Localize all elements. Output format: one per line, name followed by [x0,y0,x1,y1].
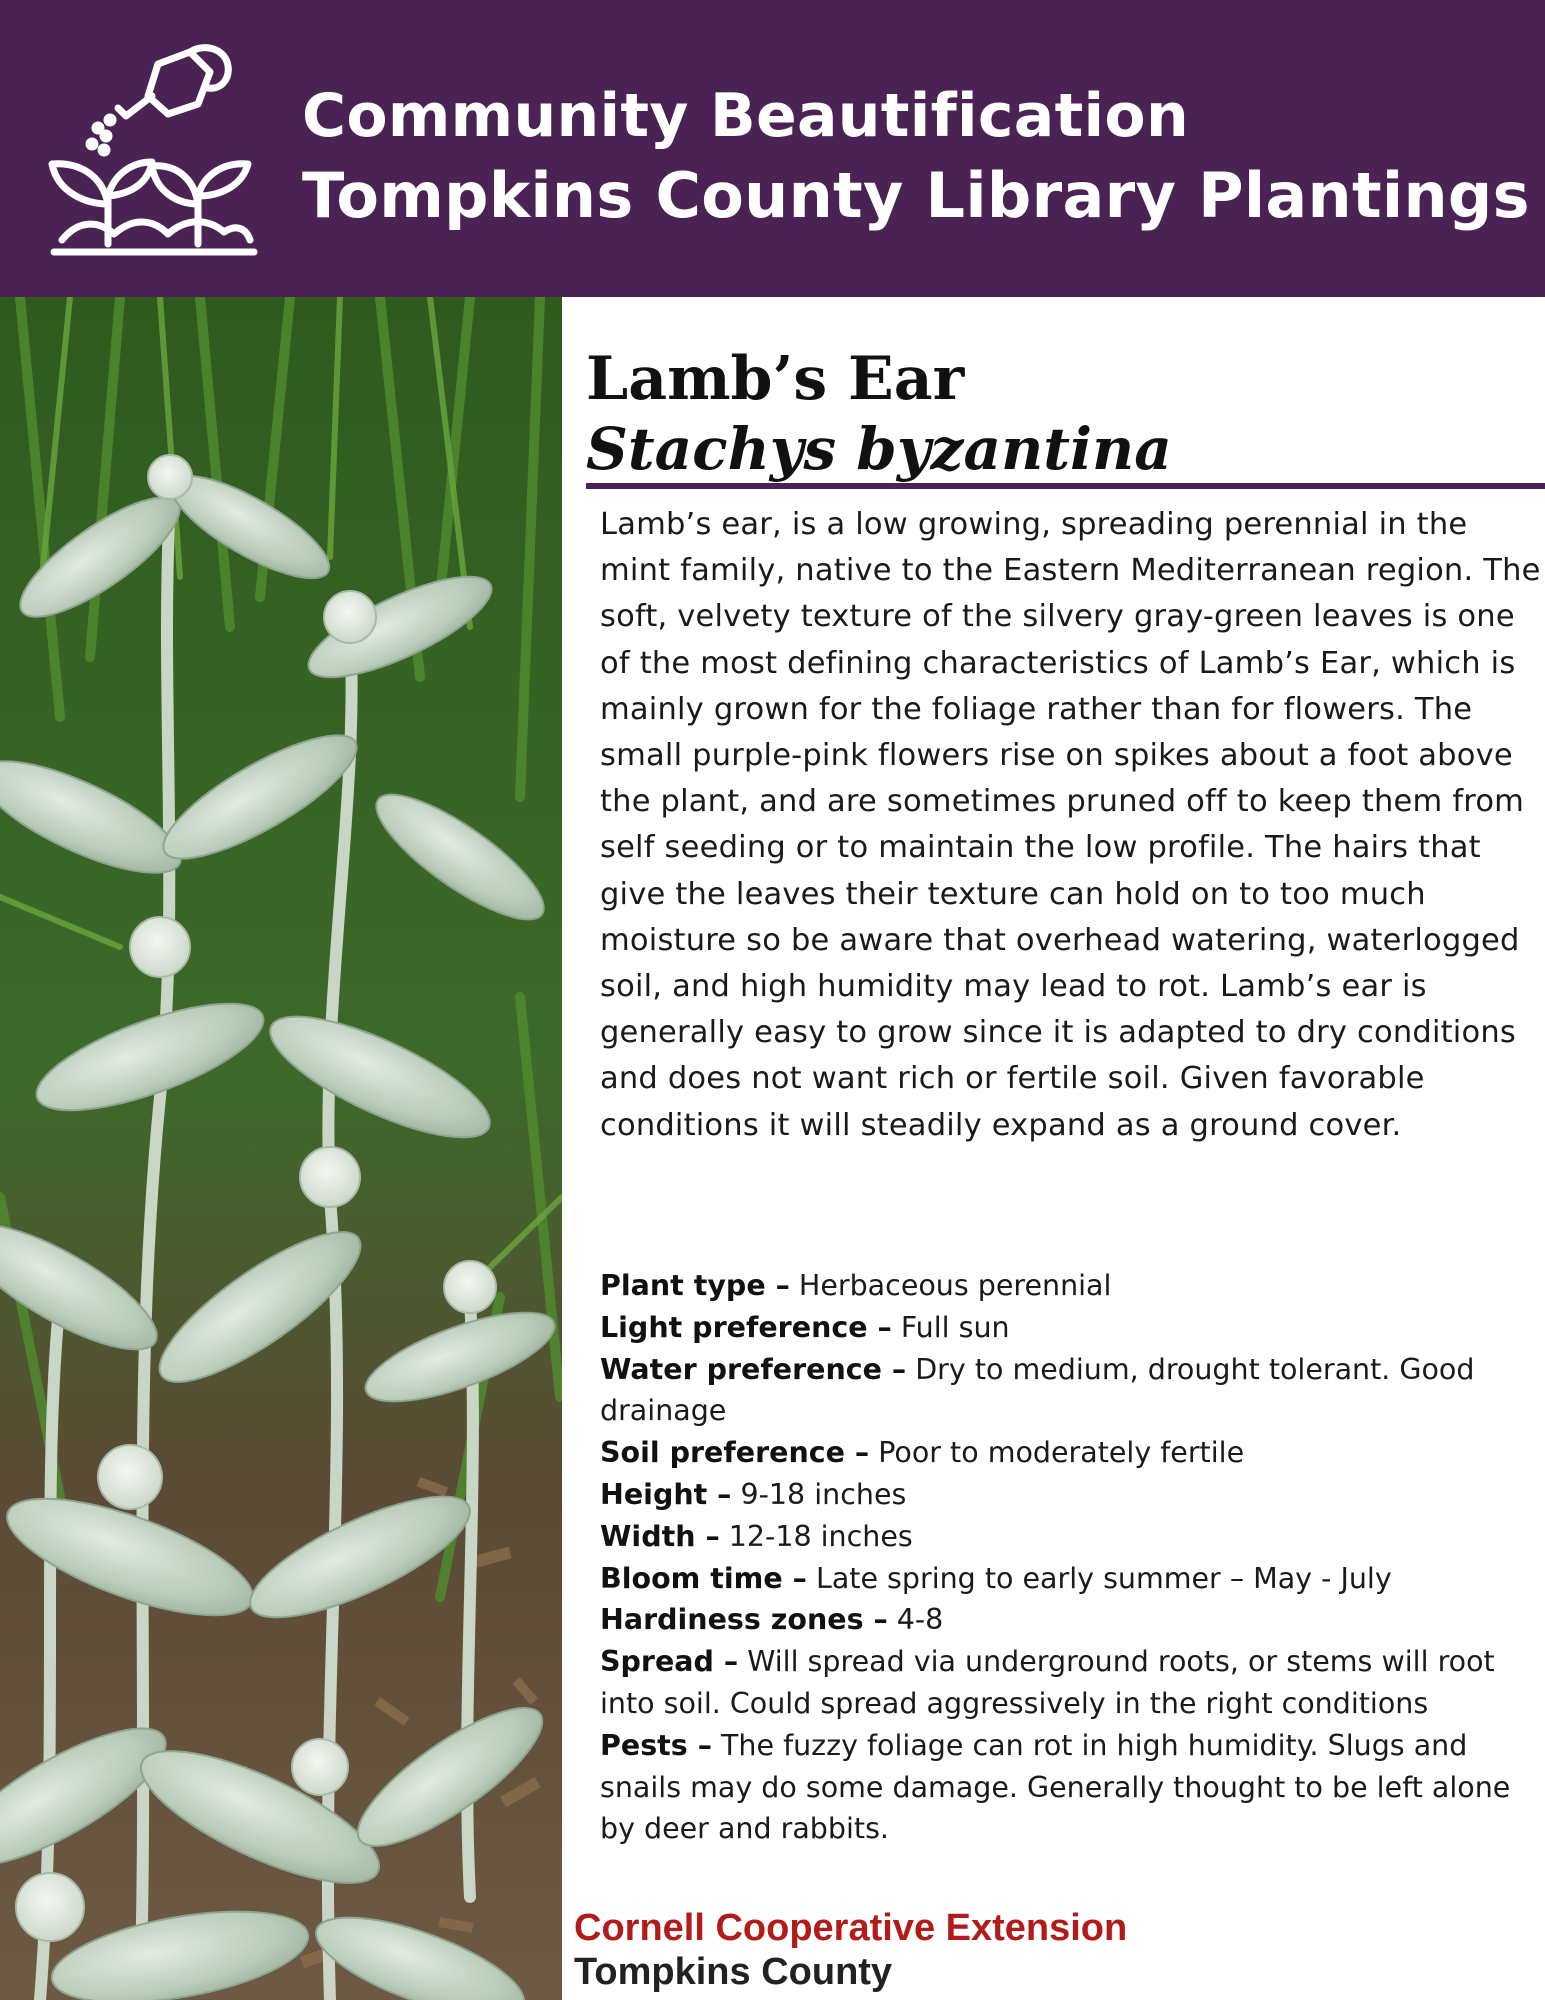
header-title-line1: Community Beautification [302,81,1189,151]
fact-value: Late spring to early summer – May - July [815,1561,1392,1595]
fact-value: Herbaceous perennial [798,1269,1112,1302]
plant-scientific-name: Stachys byzantina [586,415,1172,483]
fact-pests [600,1725,1545,1850]
fact-value: 9-18 inches [740,1477,907,1511]
fact-width [600,1516,1545,1558]
fact-label: Plant type – [600,1269,790,1302]
plant-description: Lamb’s ear, is a low growing, spreading perennial in the mint family, native to the Eastern Mediterranean region. The soft, velvety texture of the silvery gray-green leaves is one of the most defining characteristics of Lamb’s Ear, which is mainly grown for the foliage rather than for flowers. The small purple-pink flowers rise on spikes about a foot above the plant, and are sometimes pruned off to keep them from self seeding or to maintain the low profile. The hairs that give the leaves their texture can hold on to too much moisture so be aware that overhead watering, waterlogged soil, and high humidity may lead to rot. Lamb’s ear is generally easy to grow since it is adapted to dry conditions and does not want rich or fertile soil. Given favorable conditions it will steadily expand as a ground cover. [600,507,1541,1143]
plant-facts-list [600,1265,1545,1850]
fact-plant-type [600,1265,1545,1307]
lambs-ear-photo-illustration [0,297,562,2000]
fact-value: The fuzzy foliage can rot in high humidity. Slugs and snails may do some damage. Generally thought to be left alone by deer and rabbits. [600,1728,1511,1846]
header-title-line2: Tompkins County Library Plantings [302,159,1530,232]
fact-bloom-time [600,1558,1545,1600]
fact-label: Bloom time – [600,1561,807,1595]
fact-light-preference [600,1307,1545,1349]
footer-organization [574,1906,1127,1994]
plant-common-name: Lamb’s Ear [586,344,965,414]
fact-label: Soil preference – [600,1436,870,1470]
fact-hardiness-zones [600,1599,1545,1641]
org-name-line2: Tompkins County [574,1951,893,1993]
title-divider [586,483,1545,489]
fact-height [600,1474,1545,1516]
header-banner [0,0,1545,297]
header-title [302,78,1530,238]
fact-value: Poor to moderately fertile [878,1436,1245,1470]
fact-label: Height – [600,1477,732,1511]
fact-value: Full sun [900,1310,1010,1344]
fact-label: Water preference – [600,1352,907,1386]
fact-label: Light preference – [600,1310,892,1344]
fact-label: Width – [600,1519,720,1553]
watering-can-seedlings-icon [48,44,260,256]
org-name-line1: Cornell Cooperative Extension [574,1907,1128,1949]
fact-spread [600,1641,1545,1725]
fact-value: 4-8 [896,1603,944,1637]
fact-water-preference [600,1349,1545,1433]
fact-label: Pests – [600,1728,712,1762]
plant-photo [0,297,562,2000]
fact-soil-preference [600,1432,1545,1474]
fact-value: Will spread via underground roots, or stems will root into soil. Could spread aggressively in the right conditions [600,1645,1495,1720]
fact-label: Spread – [600,1645,739,1679]
fact-value: Dry to medium, drought tolerant. Good drainage [600,1352,1475,1428]
fact-value: 12-18 inches [728,1519,913,1553]
fact-label: Hardiness zones – [600,1603,888,1637]
